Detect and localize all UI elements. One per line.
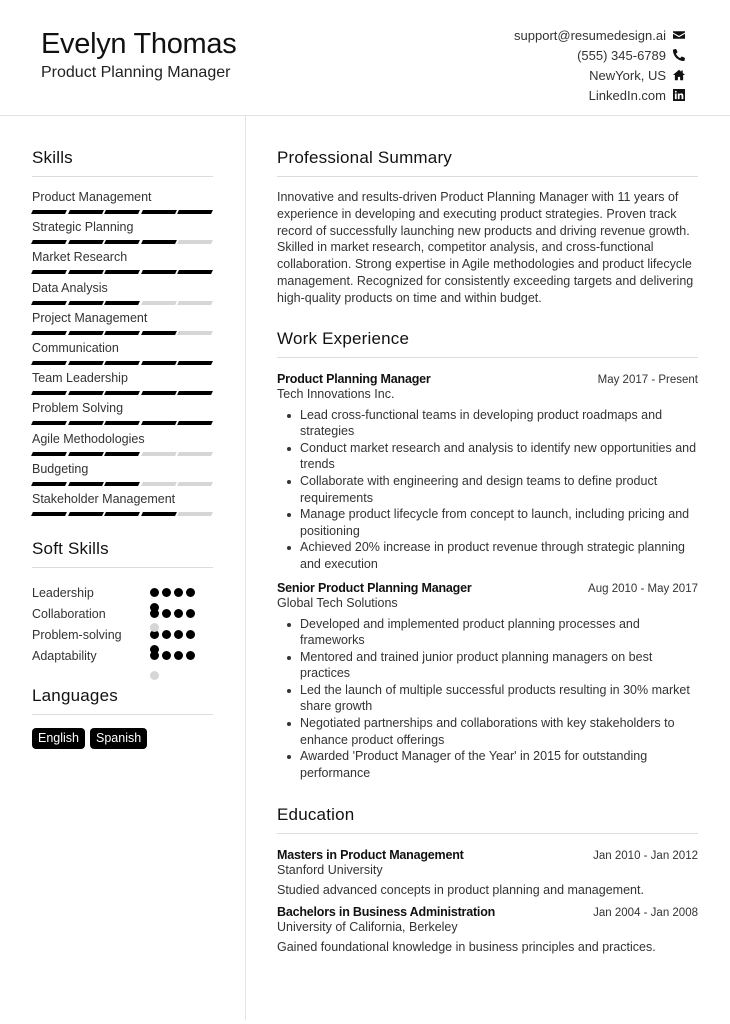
skill-level-segment xyxy=(104,331,139,335)
job-bullet: Mentored and trained junior product planning managers on best practices xyxy=(277,649,698,682)
skill-item xyxy=(32,431,213,461)
skill-item xyxy=(32,400,213,430)
skill-level-bar xyxy=(32,361,213,365)
contact-email[interactable] xyxy=(514,25,685,45)
skill-level-bar xyxy=(32,210,213,214)
skill-level-segment xyxy=(68,331,103,335)
skill-name: Data Analysis xyxy=(32,280,108,295)
skill-item xyxy=(32,189,213,219)
job-bullet: Developed and implemented product planning processes and frameworks xyxy=(277,616,698,649)
job-title: Senior Product Planning Manager xyxy=(277,580,472,595)
contact-email-text: support@resumedesign.ai xyxy=(514,27,666,43)
skill-level-segment xyxy=(104,240,139,244)
skill-level-segment xyxy=(31,210,66,214)
job-bullet: Led the launch of multiple successful products resulting in 30% market share growth xyxy=(277,682,698,715)
job-company: Tech Innovations Inc. xyxy=(277,386,395,401)
skill-level-bar xyxy=(32,452,213,456)
skill-level-segment xyxy=(141,210,176,214)
degree-dates: Jan 2004 - Jan 2008 xyxy=(593,907,698,920)
column-divider xyxy=(245,116,246,1020)
skill-level-bar xyxy=(32,421,213,425)
skill-level-segment xyxy=(104,452,139,456)
skill-level-bar xyxy=(32,331,213,335)
skill-level-segment xyxy=(104,421,139,425)
skill-level-segment xyxy=(141,270,176,274)
rating-dot xyxy=(174,609,183,618)
soft-skill-rating xyxy=(150,651,195,660)
skill-level-segment xyxy=(141,512,176,516)
skill-level-segment xyxy=(141,482,176,486)
rating-dot xyxy=(174,651,183,660)
skill-item xyxy=(32,280,213,310)
skill-level-segment xyxy=(141,301,176,305)
job-bullet: Collaborate with engineering and design teams to define product requirements xyxy=(277,473,698,506)
skill-item xyxy=(32,491,213,521)
skill-level-segment xyxy=(104,391,139,395)
skill-name: Stakeholder Management xyxy=(32,491,176,506)
skill-level-segment xyxy=(177,240,212,244)
skill-level-segment xyxy=(104,512,139,516)
education-heading: Education xyxy=(277,805,698,834)
education-header xyxy=(277,848,698,862)
skill-level-segment xyxy=(141,361,176,365)
school-name: University of California, Berkeley xyxy=(277,920,458,935)
rating-dot xyxy=(150,623,159,632)
job-list xyxy=(277,372,698,782)
job-company: Global Tech Solutions xyxy=(277,595,398,610)
languages-section xyxy=(32,686,213,749)
skill-name: Project Management xyxy=(32,310,148,325)
skills-heading: Skills xyxy=(32,148,213,177)
soft-skill-name: Adaptability xyxy=(32,648,97,663)
rating-dot xyxy=(186,651,195,660)
job-bullet: Awarded 'Product Manager of the Year' in 2015 for outstanding performance xyxy=(277,748,698,781)
candidate-role: Product Planning Manager xyxy=(41,64,231,81)
skill-level-segment xyxy=(31,301,66,305)
soft-skill-rating xyxy=(150,609,195,618)
job-bullets xyxy=(277,616,698,782)
skill-name: Strategic Planning xyxy=(32,220,134,235)
skill-level-segment xyxy=(104,301,139,305)
skill-item xyxy=(32,310,213,340)
skill-level-segment xyxy=(141,391,176,395)
contact-list xyxy=(514,25,685,105)
resume-header xyxy=(0,0,730,116)
skill-level-segment xyxy=(31,482,66,486)
skill-level-segment xyxy=(31,270,66,274)
skill-item xyxy=(32,370,213,400)
skill-level-segment xyxy=(177,210,212,214)
soft-skills-heading: Soft Skills xyxy=(32,539,213,568)
skill-level-segment xyxy=(68,391,103,395)
work-experience-section xyxy=(277,329,698,782)
rating-dot xyxy=(186,588,195,597)
soft-skill-item xyxy=(32,582,213,603)
skill-name: Budgeting xyxy=(32,461,89,476)
skill-name: Agile Methodologies xyxy=(32,431,145,446)
skill-level-bar xyxy=(32,482,213,486)
skill-level-segment xyxy=(31,452,66,456)
skill-level-segment xyxy=(104,270,139,274)
rating-dot xyxy=(186,630,195,639)
skill-item xyxy=(32,340,213,370)
job-bullet: Manage product lifecycle from concept to launch, including pricing and positioning xyxy=(277,506,698,539)
skill-item xyxy=(32,219,213,249)
contact-phone[interactable] xyxy=(514,45,685,65)
skills-list xyxy=(32,189,213,521)
job-bullet: Conduct market research and analysis to identify new opportunities and trends xyxy=(277,440,698,473)
languages-heading: Languages xyxy=(32,686,213,715)
job-bullet: Negotiated partnerships and collaborations with key stakeholders to enhance product offerings xyxy=(277,715,698,748)
language-tag: English xyxy=(32,728,85,749)
skill-level-segment xyxy=(177,452,212,456)
rating-dot xyxy=(162,630,171,639)
skill-name: Market Research xyxy=(32,250,128,265)
candidate-name: Evelyn Thomas xyxy=(41,28,237,60)
skill-level-segment xyxy=(104,482,139,486)
contact-location xyxy=(514,65,685,85)
skill-name: Communication xyxy=(32,340,119,355)
skill-level-segment xyxy=(141,421,176,425)
education-list xyxy=(277,848,698,954)
job-bullet: Achieved 20% increase in product revenue through strategic planning and execution xyxy=(277,539,698,572)
work-heading: Work Experience xyxy=(277,329,698,358)
job-dates: Aug 2010 - May 2017 xyxy=(588,582,698,595)
job-title: Product Planning Manager xyxy=(277,371,431,386)
skill-level-segment xyxy=(177,331,212,335)
rating-dot xyxy=(162,609,171,618)
job-entry xyxy=(277,581,698,782)
skill-level-segment xyxy=(177,512,212,516)
skill-level-bar xyxy=(32,301,213,305)
rating-dot xyxy=(162,651,171,660)
school-name: Stanford University xyxy=(277,863,383,878)
degree-title: Masters in Product Management xyxy=(277,848,464,863)
skill-name: Product Management xyxy=(32,190,152,204)
skill-level-segment xyxy=(141,240,176,244)
education-entry xyxy=(277,848,698,897)
skill-level-segment xyxy=(31,240,66,244)
phone-icon xyxy=(673,49,685,61)
education-header xyxy=(277,905,698,919)
rating-dot xyxy=(150,588,159,597)
language-tags xyxy=(32,728,213,749)
skill-level-segment xyxy=(177,270,212,274)
skill-level-segment xyxy=(68,512,103,516)
skill-level-segment xyxy=(31,391,66,395)
skill-level-segment xyxy=(68,452,103,456)
rating-dot xyxy=(150,645,159,654)
summary-text: Innovative and results-driven Product Planning Manager with 11 years of experience in developing and executing product strategies. Proven track record of successfully launching new products and driving revenue growth. Skilled in market research, competitor analysis, and cross-functional collaboration. Strong expertise in Agile methodologies and product lifecycle management. Recognized for consistently exceeding targets and delivering high-quality products on time and within budget. xyxy=(277,190,694,305)
degree-description: Gained foundational knowledge in business principles and practices. xyxy=(277,940,656,955)
skill-level-segment xyxy=(68,270,103,274)
skill-level-bar xyxy=(32,270,213,274)
skill-name: Problem Solving xyxy=(32,401,124,416)
rating-dot xyxy=(174,630,183,639)
contact-linkedin-text: LinkedIn.com xyxy=(588,87,666,103)
home-icon xyxy=(673,69,685,81)
degree-description: Studied advanced concepts in product planning and management. xyxy=(277,883,644,898)
skill-level-segment xyxy=(31,361,66,365)
contact-phone-text: (555) 345-6789 xyxy=(577,47,666,63)
job-bullet: Lead cross-functional teams in developing product roadmaps and strategies xyxy=(277,407,698,440)
job-header xyxy=(277,581,698,595)
soft-skills-list xyxy=(32,582,213,666)
contact-location-text: NewYork, US xyxy=(589,67,666,83)
soft-skill-rating xyxy=(150,630,195,639)
skill-level-segment xyxy=(177,391,212,395)
skill-level-segment xyxy=(104,210,139,214)
skill-level-segment xyxy=(68,240,103,244)
skill-level-segment xyxy=(177,482,212,486)
skill-item xyxy=(32,461,213,491)
education-entry xyxy=(277,905,698,954)
soft-skill-item xyxy=(32,624,213,645)
skill-level-segment xyxy=(68,361,103,365)
skill-level-segment xyxy=(141,331,176,335)
skill-level-segment xyxy=(68,421,103,425)
skill-level-segment xyxy=(68,482,103,486)
skill-level-bar xyxy=(32,240,213,244)
rating-dot xyxy=(174,588,183,597)
job-dates: May 2017 - Present xyxy=(597,373,698,386)
contact-linkedin[interactable] xyxy=(514,85,685,105)
language-tag: Spanish xyxy=(90,728,147,749)
education-section xyxy=(277,805,698,954)
rating-dot xyxy=(150,603,159,612)
skill-level-segment xyxy=(177,421,212,425)
skill-level-segment xyxy=(68,210,103,214)
rating-dot xyxy=(186,609,195,618)
skill-level-bar xyxy=(32,512,213,516)
soft-skill-item xyxy=(32,603,213,624)
job-entry xyxy=(277,372,698,573)
skill-level-segment xyxy=(68,301,103,305)
soft-skill-rating xyxy=(150,588,195,597)
skill-name: Team Leadership xyxy=(32,371,128,386)
degree-dates: Jan 2010 - Jan 2012 xyxy=(593,850,698,863)
skill-item xyxy=(32,249,213,279)
soft-skill-item xyxy=(32,645,213,666)
rating-dot xyxy=(162,588,171,597)
summary-heading: Professional Summary xyxy=(277,148,698,177)
skill-level-segment xyxy=(177,361,212,365)
skill-level-bar xyxy=(32,391,213,395)
soft-skills-section xyxy=(32,539,213,666)
linkedin-icon xyxy=(673,89,685,101)
soft-skill-name: Problem-solving xyxy=(32,627,122,642)
degree-title: Bachelors in Business Administration xyxy=(277,905,496,920)
skill-level-segment xyxy=(177,301,212,305)
skill-level-segment xyxy=(31,421,66,425)
skill-level-segment xyxy=(31,512,66,516)
skill-level-segment xyxy=(141,452,176,456)
main-content xyxy=(277,148,698,954)
envelope-icon xyxy=(673,29,685,41)
rating-dot xyxy=(150,671,159,680)
sidebar xyxy=(32,148,213,749)
soft-skill-name: Collaboration xyxy=(32,606,106,621)
job-bullets xyxy=(277,407,698,573)
soft-skill-name: Leadership xyxy=(32,585,94,600)
skill-level-segment xyxy=(104,361,139,365)
skill-level-segment xyxy=(31,331,66,335)
job-header xyxy=(277,372,698,386)
